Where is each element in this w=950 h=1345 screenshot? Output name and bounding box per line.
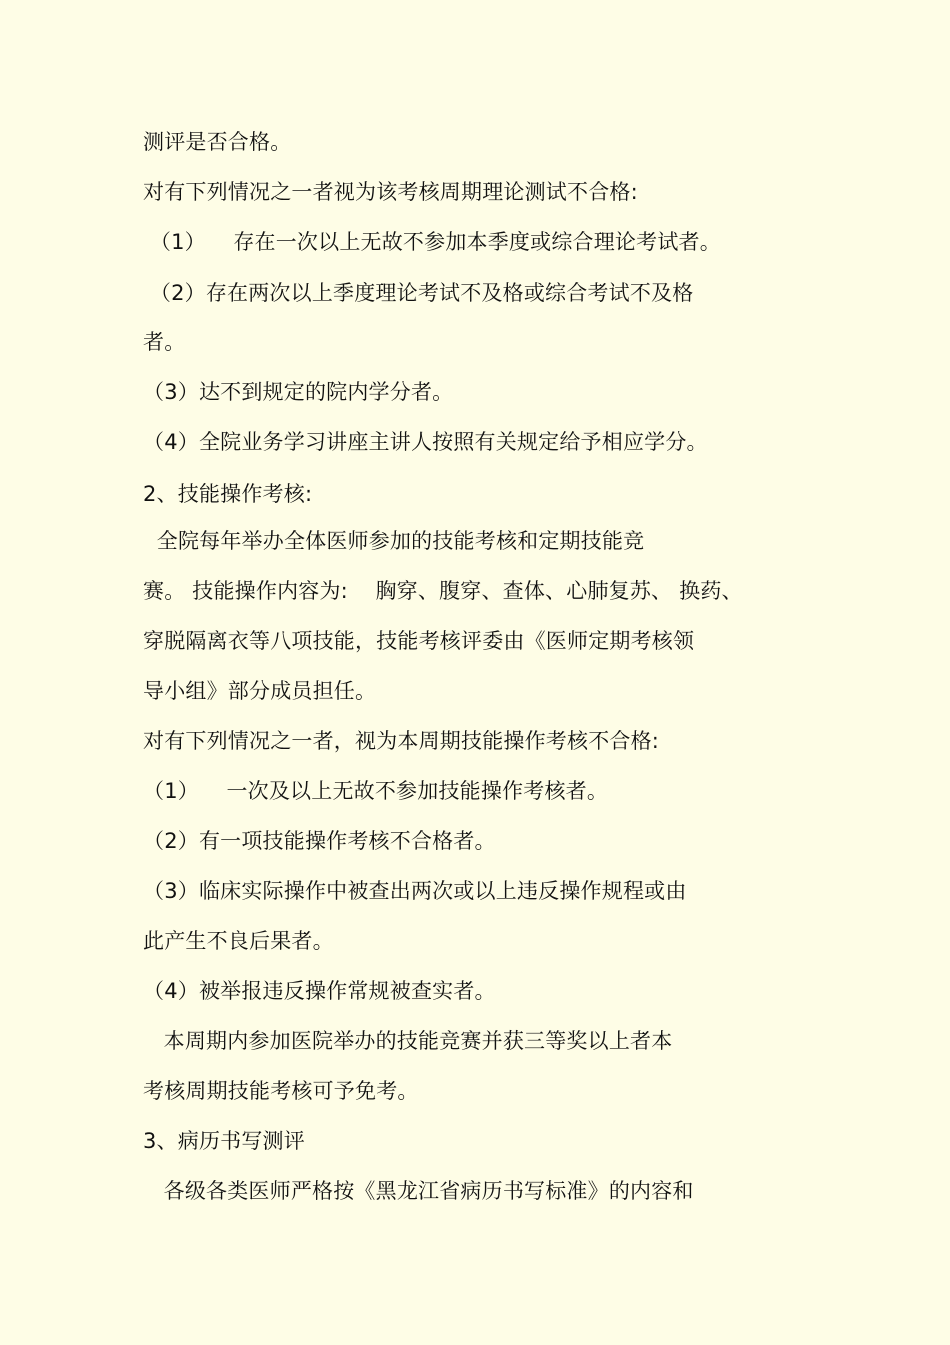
text-line: （2）存在两次以上季度理论考试不及格或综合考试不及格 [143,281,694,305]
text-line: 对有下列情况之一者，视为本周期技能操作考核不合格: [143,729,660,753]
text-line: 各级各类医师严格按《黑龙江省病历书写标准》的内容和 [143,1179,694,1203]
text-line: （1） 一次及以上无故不参加技能操作考核者。 [143,779,609,803]
text-line: 此产生不良后果者。 [143,929,334,953]
text-line: （3）达不到规定的院内学分者。 [143,380,454,404]
text-line: 穿脱隔离衣等八项技能，技能考核评委由《医师定期考核领 [143,629,695,653]
text-line: （2）有一项技能操作考核不合格者。 [143,829,496,853]
text-line: （3）临床实际操作中被查出两次或以上违反操作规程或由 [143,879,687,903]
section-heading: 3、病历书写测评 [143,1129,305,1153]
text-line: 对有下列情况之一者视为该考核周期理论测试不合格: [143,180,638,204]
text-line: 者。 [143,330,186,354]
text-line: 赛。 技能操作内容为: 胸穿、腹穿、查体、心肺复苏、 换药、 [143,579,743,603]
text-line: （4）被举报违反操作常规被查实者。 [143,979,496,1003]
section-heading: 2、技能操作考核: [143,482,313,506]
text-line: 测评是否合格。 [143,130,292,154]
text-line: 考核周期技能考核可予免考。 [143,1079,419,1103]
text-line: 本周期内参加医院举办的技能竞赛并获三等奖以上者本 [143,1029,673,1053]
text-line: 导小组》部分成员担任。 [143,679,377,703]
text-line: （1） 存在一次以上无故不参加本季度或综合理论考试者。 [143,230,721,254]
text-line: （4）全院业务学习讲座主讲人按照有关规定给予相应学分。 [143,430,708,454]
text-line: 全院每年举办全体医师参加的技能考核和定期技能竞 [143,529,645,553]
